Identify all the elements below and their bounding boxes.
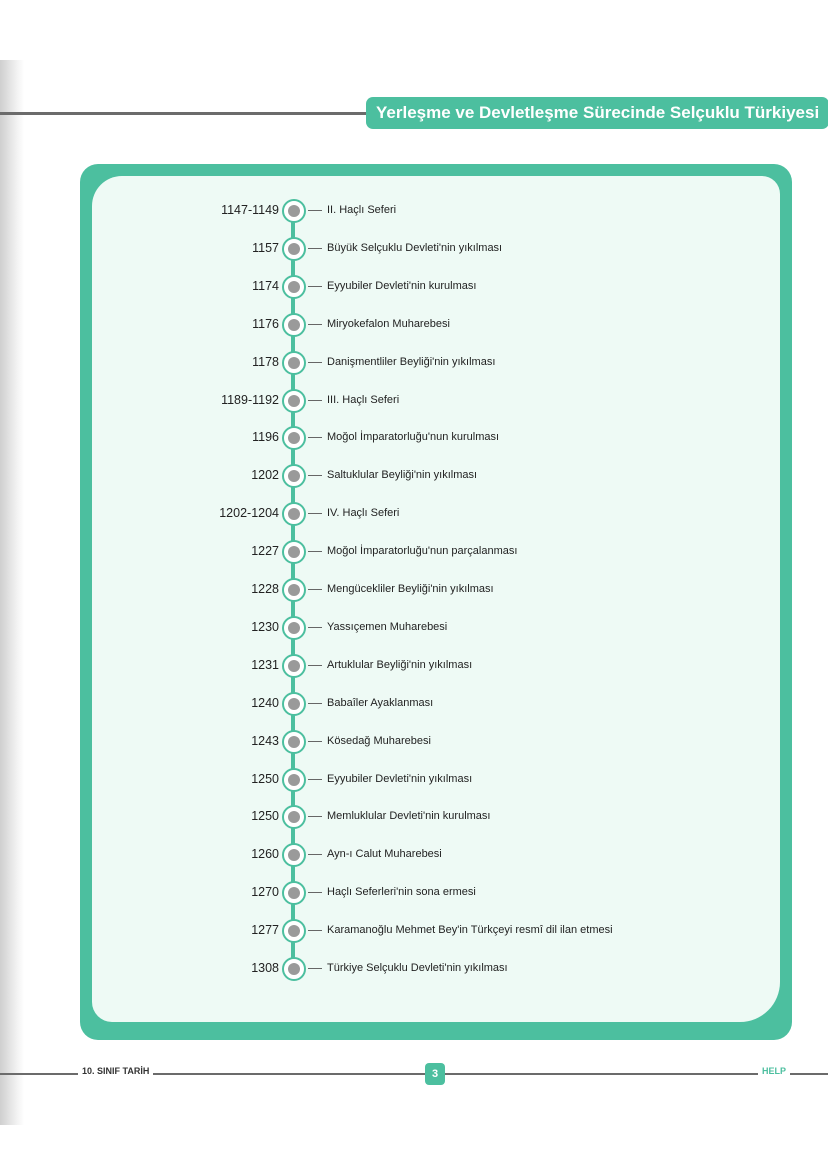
timeline-date: 1308: [251, 961, 279, 975]
timeline-event: Danişmentliler Beyliği'nin yıkılması: [327, 355, 496, 368]
timeline-item: [150, 426, 710, 450]
timeline-item: [150, 275, 710, 299]
timeline-item: [150, 464, 710, 488]
timeline-event: Yassıçemen Muharebesi: [327, 620, 448, 633]
timeline-marker-icon: [282, 351, 306, 375]
timeline-item: [150, 389, 710, 413]
timeline-item: [150, 351, 710, 375]
timeline-date: 1196: [252, 430, 279, 445]
timeline-date: 1176: [252, 316, 279, 331]
timeline-date: 1147-1149: [221, 203, 279, 217]
timeline-item: [150, 654, 710, 678]
timeline-marker-icon: [282, 692, 306, 716]
timeline-date: 1250: [251, 809, 279, 824]
connector-line: [308, 854, 322, 855]
connector-line: [308, 286, 322, 287]
timeline-marker-icon: [282, 805, 306, 829]
timeline-event: Babaîler Ayaklanması: [327, 696, 434, 709]
timeline-marker-icon: [282, 730, 306, 754]
timeline-event: IV. Haçlı Seferi: [327, 507, 400, 520]
timeline-date: 1157: [252, 240, 279, 255]
timeline-marker-icon: [282, 464, 306, 488]
timeline-item: [150, 730, 710, 754]
timeline-event: Haçlı Seferleri'nin sona ermesi: [327, 886, 476, 899]
timeline-date: 1174: [252, 278, 279, 293]
timeline-event: Karamanoğlu Mehmet Bey'in Türkçeyi resmî dil ilan etmesi: [327, 924, 613, 937]
timeline-item: [150, 540, 710, 564]
timeline-item: [150, 578, 710, 602]
timeline-event: Kösedağ Muharebesi: [327, 734, 431, 747]
timeline-marker-icon: [282, 426, 306, 450]
connector-line: [308, 930, 322, 931]
timeline-date: 1240: [251, 695, 279, 710]
timeline-item: [150, 881, 710, 905]
timeline-date: 1230: [251, 619, 279, 634]
timeline-marker-icon: [282, 654, 306, 678]
connector-line: [308, 816, 322, 817]
timeline-item: [150, 957, 710, 981]
timeline-item: [150, 843, 710, 867]
connector-line: [308, 703, 322, 704]
timeline-item: [150, 616, 710, 640]
timeline-date: 1189-1192: [221, 392, 279, 407]
connector-line: [308, 665, 322, 666]
connector-line: [308, 589, 322, 590]
timeline-marker-icon: [282, 540, 306, 564]
timeline-date: 1202-1204: [219, 506, 279, 521]
timeline-marker-icon: [282, 578, 306, 602]
connector-line: [308, 475, 322, 476]
timeline-item: [150, 805, 710, 829]
page-number: 3: [425, 1063, 445, 1085]
connector-line: [308, 437, 322, 438]
timeline-marker-icon: [282, 313, 306, 337]
timeline-item: [150, 237, 710, 261]
connector-line: [308, 741, 322, 742]
timeline-event: Memluklular Devleti'nin kurulması: [327, 810, 491, 823]
timeline-marker-icon: [282, 768, 306, 792]
timeline-date: 1250: [251, 771, 279, 786]
timeline-marker-icon: [282, 881, 306, 905]
timeline-event: Moğol İmparatorluğu'nun parçalanması: [327, 545, 518, 558]
timeline-date: 1260: [251, 847, 279, 862]
connector-line: [308, 324, 322, 325]
timeline-event: Moğol İmparatorluğu'nun kurulması: [327, 431, 500, 444]
timeline-date: 1202: [251, 468, 279, 483]
book-spine-shadow: [0, 60, 24, 1125]
timeline-event: Saltuklular Beyliği'nin yıkılması: [327, 469, 478, 482]
timeline-marker-icon: [282, 843, 306, 867]
connector-line: [308, 968, 322, 969]
timeline-event: Artuklular Beyliği'nin yıkılması: [327, 658, 473, 671]
footer-publisher: HELP: [758, 1066, 790, 1076]
timeline-date: 1270: [251, 885, 279, 900]
timeline-date: 1231: [251, 657, 279, 672]
connector-line: [308, 400, 322, 401]
connector-line: [308, 627, 322, 628]
connector-line: [308, 362, 322, 363]
timeline-marker-icon: [282, 919, 306, 943]
timeline-marker-icon: [282, 275, 306, 299]
timeline-marker-icon: [282, 502, 306, 526]
chapter-title: Yerleşme ve Devletleşme Sürecinde Selçuklu Türkiyesi: [366, 97, 828, 129]
timeline-item: [150, 199, 710, 223]
footer-course-label: 10. SINIF TARİH: [78, 1066, 153, 1076]
timeline-event: Türkiye Selçuklu Devleti'nin yıkılması: [327, 962, 508, 974]
connector-line: [308, 551, 322, 552]
timeline-item: [150, 768, 710, 792]
timeline-item: [150, 692, 710, 716]
timeline-event: III. Haçlı Seferi: [327, 393, 400, 406]
timeline-event: Mengücekliler Beyliği'nin yıkılması: [327, 583, 494, 595]
timeline-event: Eyyubiler Devleti'nin kurulması: [327, 279, 477, 292]
timeline-event: Büyük Selçuklu Devleti'nin yıkılması: [327, 241, 503, 254]
timeline-item: [150, 919, 710, 943]
timeline-marker-icon: [282, 389, 306, 413]
timeline-date: 1178: [252, 354, 279, 369]
timeline-date: 1277: [251, 923, 279, 938]
header-rule-left: [0, 112, 370, 115]
timeline-event: II. Haçlı Seferi: [327, 204, 397, 216]
timeline-event: Eyyubiler Devleti'nin yıkılması: [327, 772, 473, 785]
timeline-marker-icon: [282, 237, 306, 261]
connector-line: [308, 779, 322, 780]
connector-line: [308, 248, 322, 249]
connector-line: [308, 210, 322, 211]
timeline-marker-icon: [282, 199, 306, 223]
timeline-event: Ayn-ı Calut Muharebesi: [327, 848, 442, 861]
timeline-marker-icon: [282, 616, 306, 640]
timeline-item: [150, 502, 710, 526]
timeline-event: Miryokefalon Muharebesi: [327, 317, 450, 330]
connector-line: [308, 513, 322, 514]
timeline-date: 1228: [251, 582, 279, 596]
connector-line: [308, 892, 322, 893]
timeline-item: [150, 313, 710, 337]
timeline-marker-icon: [282, 957, 306, 981]
timeline-date: 1243: [251, 733, 279, 748]
timeline-date: 1227: [251, 544, 279, 559]
